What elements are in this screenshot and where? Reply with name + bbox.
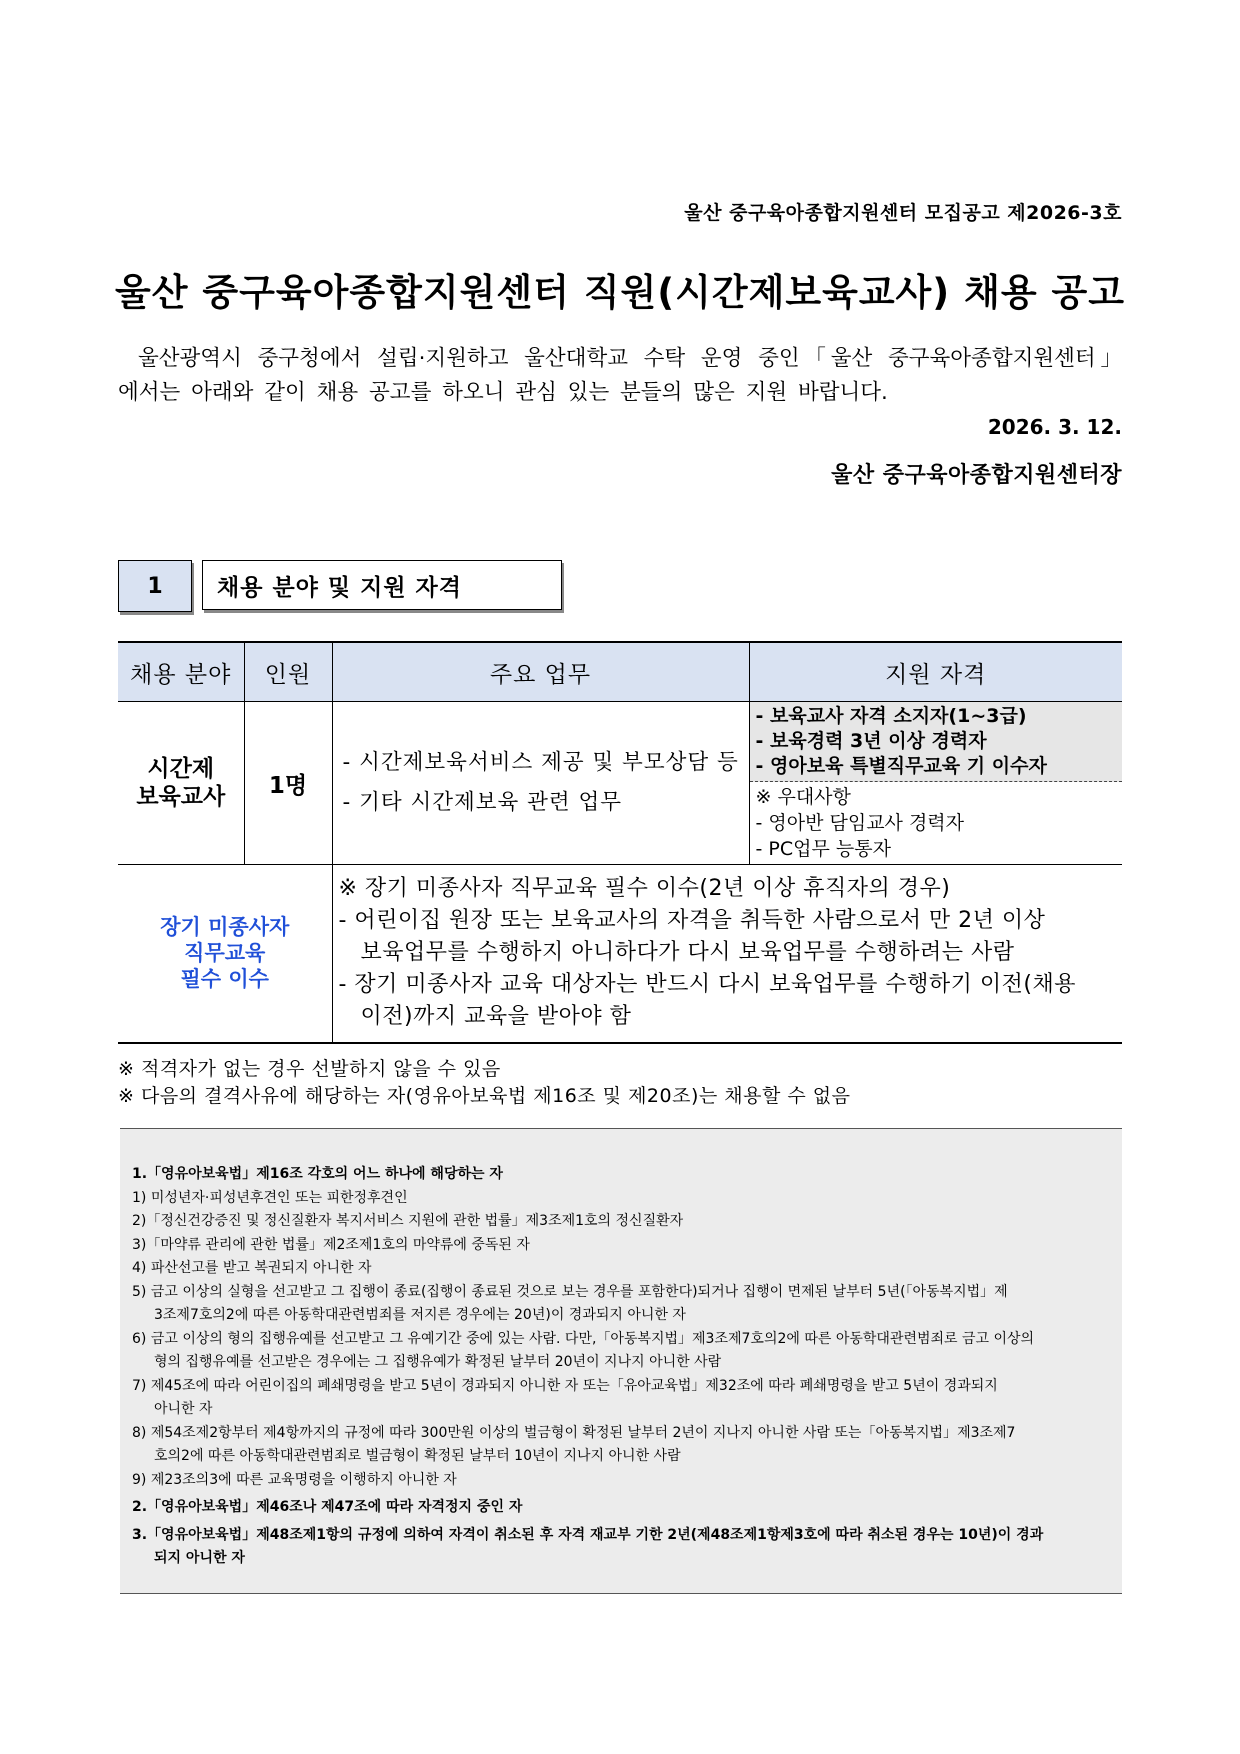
requirement-item: - 보육교사 자격 소지자(1~3급) [755, 705, 1027, 727]
disq-subitem: 7) 제45조에 따라 어린이집의 폐쇄명령을 받고 5년이 경과되지 아니한 자 또는「유아교육법」제32조에 따라 폐쇄명령을 받고 5년이 경과되지 [132, 1377, 998, 1394]
field-line: 보육교사 [136, 784, 226, 810]
table-row [118, 702, 1122, 865]
long-term-label-line: 직무교육 [184, 941, 266, 966]
disq-subitem: 6) 금고 이상의 형의 집행유예를 선고받고 그 유예기간 중에 있는 사람. 다만,「아동복지법」제3조제7호의2에 따른 아동학대관련범죄로 금고 이상의 [132, 1330, 1035, 1347]
long-term-label-line: 필수 이수 [180, 967, 269, 992]
doc-number: 울산 중구육아종합지원센터 모집공고 제2026-3호 [684, 202, 1122, 224]
disq-subitem: 9) 제23조의3에 따른 교육명령을 이행하지 아니한 자 [132, 1471, 457, 1488]
long-term-item: - 어린이집 원장 또는 보육교사의 자격을 취득한 사람으로서 만 2년 이상 [338, 908, 1046, 934]
recruitment-table [118, 641, 1122, 1044]
disq-subitem: 4) 파산선고를 받고 복권되지 아니한 자 [132, 1260, 372, 1276]
long-term-label-line: 장기 미종사자 [160, 915, 290, 940]
intro-paragraph [118, 342, 1122, 410]
long-term-item: - 장기 미종사자 교육 대상자는 반드시 다시 보육업무를 수행하기 이전(채용 [338, 972, 1077, 998]
disq-subitem: 1) 미성년자·피성년후견인 또는 피한정후견인 [132, 1189, 408, 1206]
field-line: 시간제 [147, 756, 215, 782]
disq-item-title-cont: 되지 아니한 자 [154, 1550, 245, 1566]
intro-line-2: 에서는 아래와 같이 채용 공고를 하오니 관심 있는 분들의 많은 지원 바랍니다. [118, 380, 888, 405]
note-item: ※ 다음의 결격사유에 해당하는 자(영유아보육법 제16조 및 제20조)는 채용할 수 없음 [118, 1085, 851, 1107]
long-term-note: ※ 장기 미종사자 직무교육 필수 이수(2년 이상 휴직자의 경우) [338, 876, 951, 902]
duty-item: - 시간제보육서비스 제공 및 부모상담 등 [342, 750, 739, 775]
disq-subitem: 3)「마약류 관리에 관한 법률」제2조제1호의 마약류에 중독된 자 [132, 1236, 530, 1253]
preferred-qualifications [750, 782, 1123, 864]
disq-subitem-cont: 형의 집행유예를 선고받은 경우에는 그 집행유예가 확정된 날부터 20년이 지나지 아니한 사람 [154, 1354, 722, 1370]
count-cell: 1명 [244, 702, 332, 865]
notes [118, 1056, 850, 1110]
preference-item: - PC업무 능통자 [755, 838, 891, 860]
table-header-row [118, 642, 1122, 702]
disq-item-title: 3.「영유아보육법」제48조제1항의 규정에 의하여 자격이 취소된 후 자격 재교부 기한 2년(제48조제1항제3호에 따라 취소된 경우는 10년)이 경과 [132, 1526, 1044, 1543]
required-qualifications [750, 702, 1123, 782]
long-term-body-cell [332, 865, 1122, 1043]
page-title: 울산 중구육아종합지원센터 직원(시간제보육교사) 채용 공고 [115, 271, 1125, 314]
disq-subitem-cont: 호의2에 따른 아동학대관련범죄로 벌금형이 확정된 날부터 10년이 지나지 아니한 사람 [154, 1448, 681, 1464]
disq-item-title: 1.「영유아보육법」제16조 각호의 어느 하나에 해당하는 자 [132, 1166, 503, 1182]
disq-subitem-cont: 아니한 자 [154, 1401, 213, 1417]
signer: 울산 중구육아종합지원센터장 [831, 463, 1122, 488]
header-field: 채용 분야 [118, 642, 244, 702]
preference-heading: ※ 우대사항 [755, 786, 851, 808]
requirement-item: - 보육경력 3년 이상 경력자 [755, 730, 987, 752]
announcement-date: 2026. 3. 12. [987, 415, 1122, 439]
duty-item: - 기타 시간제보육 관련 업무 [342, 790, 623, 815]
section-number: 1 [118, 560, 192, 612]
header-duties: 주요 업무 [332, 642, 749, 702]
section-title: 채용 분야 및 지원 자격 [202, 560, 562, 610]
header-qualifications: 지원 자격 [749, 642, 1122, 702]
disq-subitem-cont: 3조제7호의2에 따른 아동학대관련범죄를 저지른 경우에는 20년)이 경과되지 아니한 자 [154, 1307, 686, 1323]
disq-subitem: 2)「정신건강증진 및 정신질환자 복지서비스 지원에 관한 법률」제3조제1호의 정신질환자 [132, 1213, 684, 1229]
qualifications-cell [749, 702, 1122, 865]
field-cell [118, 702, 244, 865]
disq-subitem: 8) 제54조제2항부터 제4항까지의 규정에 따라 300만원 이상의 벌금형이 확정된 날부터 2년이 지나지 아니한 사람 또는「아동복지법」제3조제7 [132, 1424, 1016, 1441]
duties-cell [332, 702, 749, 865]
long-term-item-cont: 이전)까지 교육을 받아야 함 [360, 1004, 632, 1030]
preference-item: - 영아반 담임교사 경력자 [755, 812, 965, 834]
header-count: 인원 [244, 642, 332, 702]
long-term-label-cell [118, 865, 332, 1043]
disq-subitem: 5) 금고 이상의 실형을 선고받고 그 집행이 종료(집행이 종료된 것으로 보는 경우를 포함한다)되거나 집행이 면제된 날부터 5년(「아동복지법」제 [132, 1283, 1008, 1300]
table-row [118, 865, 1122, 1043]
disq-item-title: 2.「영유아보육법」제46조나 제47조에 따라 자격정지 중인 자 [132, 1499, 523, 1515]
note-item: ※ 적격자가 없는 경우 선발하지 않을 수 있음 [118, 1058, 501, 1080]
long-term-item-cont: 보육업무를 수행하지 아니하다가 다시 보육업무를 수행하려는 사람 [360, 940, 1015, 966]
requirement-item: - 영아보육 특별직무교육 기 이수자 [755, 755, 1047, 777]
intro-line-1: 울산광역시 중구청에서 설립·지원하고 울산대학교 수탁 운영 중인「울산 중구육아종합지원센터」 [138, 346, 1122, 371]
disqualification-box [120, 1128, 1122, 1594]
